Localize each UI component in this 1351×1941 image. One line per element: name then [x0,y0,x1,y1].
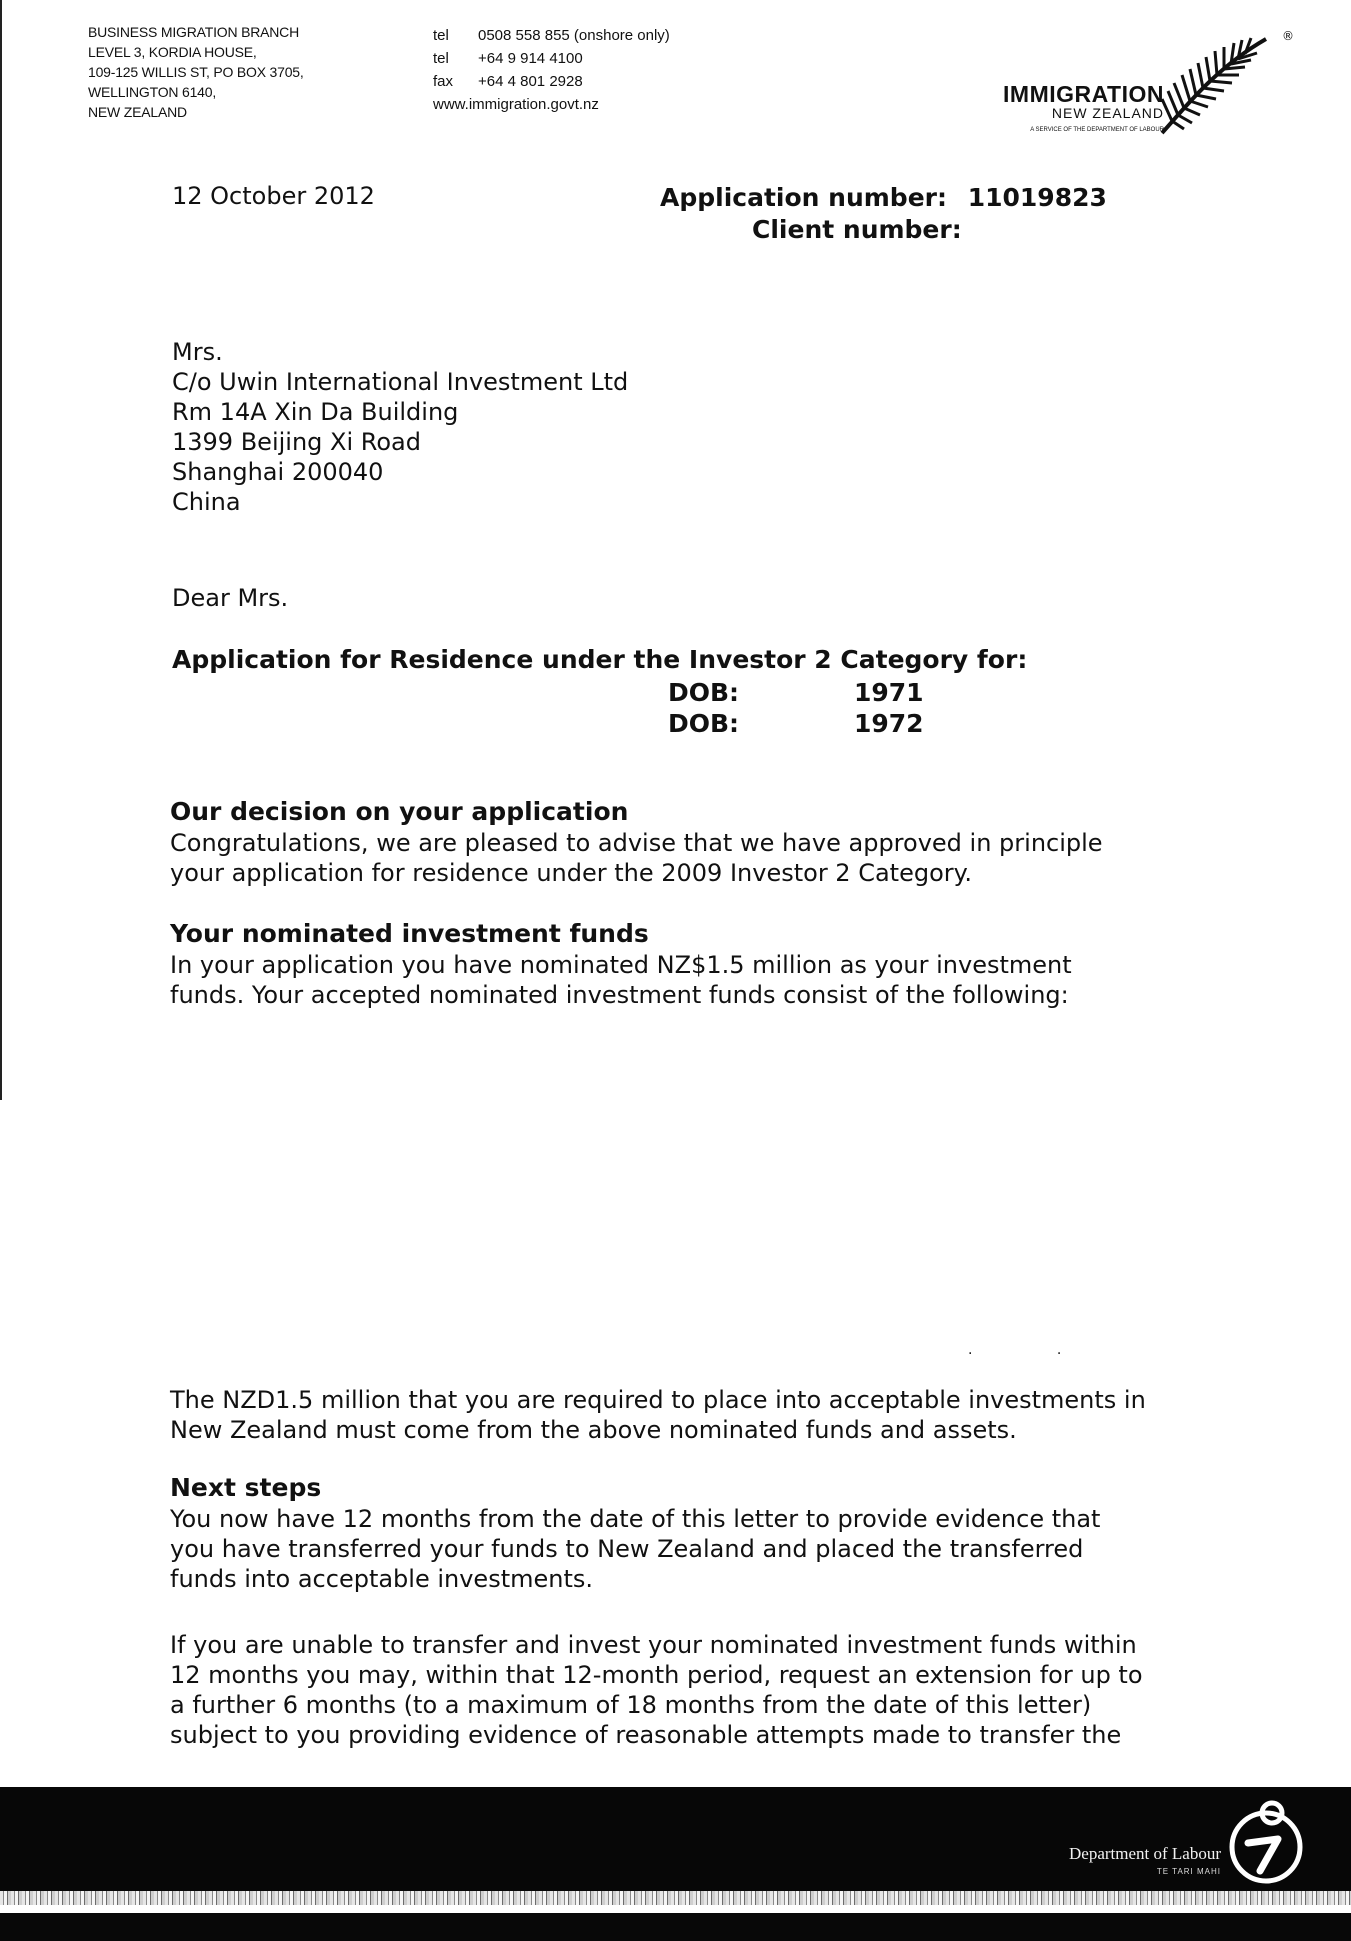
dob-value: 1972 [854,709,924,738]
contact-value: +64 9 914 4100 [478,50,583,67]
dob-value: 1971 [854,678,924,707]
contact-row [433,47,670,70]
paragraph-line: funds into acceptable investments. [170,1565,594,1593]
section-nominated-funds [170,918,1270,1010]
contact-details [433,24,670,116]
registered-mark: ® [1282,29,1294,43]
reference-numbers [660,182,1107,246]
letter-date: 12 October 2012 [172,182,375,210]
client-number-label: Client number: [752,215,962,244]
department-maori-name: TE TARI MAHI [1156,1867,1221,1876]
immigration-nz-logo [1000,25,1300,145]
contact-row [433,24,670,47]
paragraph-line: 12 months you may, within that 12-month period, request an extension for up to [170,1661,1143,1689]
client-number-row [660,214,1107,246]
paragraph-line: Congratulations, we are pleased to advise that we have approved in principle [170,829,1103,857]
paragraph-line: funds. Your accepted nominated investment funds consist of the following: [170,981,1069,1009]
paragraph-line: your application for residence under the 2009 Investor 2 Category. [170,859,973,887]
contact-value: +64 4 801 2928 [478,73,583,90]
recipient-line: Shanghai 200040 [172,458,384,486]
application-number: 11019823 [967,183,1107,212]
paragraph-line: The NZD1.5 million that you are required to place into acceptable investments in [170,1386,1146,1414]
department-of-labour-logo-icon [1226,1799,1306,1885]
recipient-address [172,337,628,517]
department-name: Department of Labour [1069,1844,1221,1863]
paragraph-line: you have transferred your funds to New Zealand and placed the transferred [170,1535,1084,1563]
section-extension [170,1630,1270,1750]
paragraph-line: If you are unable to transfer and invest your nominated investment funds within [170,1631,1137,1659]
scan-left-border [0,0,2,1100]
dob-row [668,677,924,708]
paragraph-line: You now have 12 months from the date of this letter to provide evidence that [170,1505,1101,1533]
logo-subtitle: NEW ZEALAND [1051,105,1164,121]
dob-row [668,708,924,739]
contact-key: fax [433,73,454,90]
logo-title: IMMIGRATION [1003,81,1164,107]
section-funds-requirement [170,1385,1270,1445]
address-line: LEVEL 3, KORDIA HOUSE, [88,44,257,60]
section-decision [170,796,1270,888]
application-number-row [660,182,1107,214]
dob-table [668,677,924,739]
paragraph-line: a further 6 months (to a maximum of 18 months from the date of this letter) [170,1691,1092,1719]
paragraph-line: New Zealand must come from the above nominated funds and assets. [170,1416,1017,1444]
section-heading: Next steps [170,1473,322,1502]
recipient-line: Rm 14A Xin Da Building [172,398,459,426]
sender-address [88,22,304,122]
contact-row [433,70,670,93]
silver-fern-icon [1154,29,1274,141]
footer-band [0,1787,1351,1891]
recipient-line: China [172,488,241,516]
scan-noise-strip [0,1891,1351,1905]
dob-label: DOB: [668,678,740,707]
contact-key: tel [433,50,449,67]
section-heading: Our decision on your application [170,797,629,826]
address-line: NEW ZEALAND [88,104,187,120]
recipient-line: Mrs. [172,338,223,366]
address-line: WELLINGTON 6140, [88,84,217,100]
address-line: BUSINESS MIGRATION BRANCH [88,24,299,40]
scan-specks: . . [968,1342,1102,1358]
application-number-label: Application number: [660,183,947,212]
dob-label: DOB: [668,709,740,738]
section-heading: Your nominated investment funds [170,919,649,948]
bottom-bar [0,1913,1351,1941]
logo-tagline: A SERVICE OF THE DEPARTMENT OF LABOUR [1030,127,1164,133]
contact-value: 0508 558 855 (onshore only) [478,27,670,44]
recipient-line: 1399 Beijing Xi Road [172,428,421,456]
salutation: Dear Mrs. [172,584,289,612]
website: www.immigration.govt.nz [433,96,599,113]
recipient-line: C/o Uwin International Investment Ltd [172,368,629,396]
section-next-steps [170,1472,1270,1594]
paragraph-line: subject to you providing evidence of reasonable attempts made to transfer the [170,1721,1122,1749]
contact-key: tel [433,27,449,44]
address-line: 109-125 WILLIS ST, PO BOX 3705, [88,64,304,80]
subject-line: Application for Residence under the Investor 2 Category for: [172,645,1028,674]
paragraph-line: In your application you have nominated NZ$1.5 million as your investment [170,951,1072,979]
